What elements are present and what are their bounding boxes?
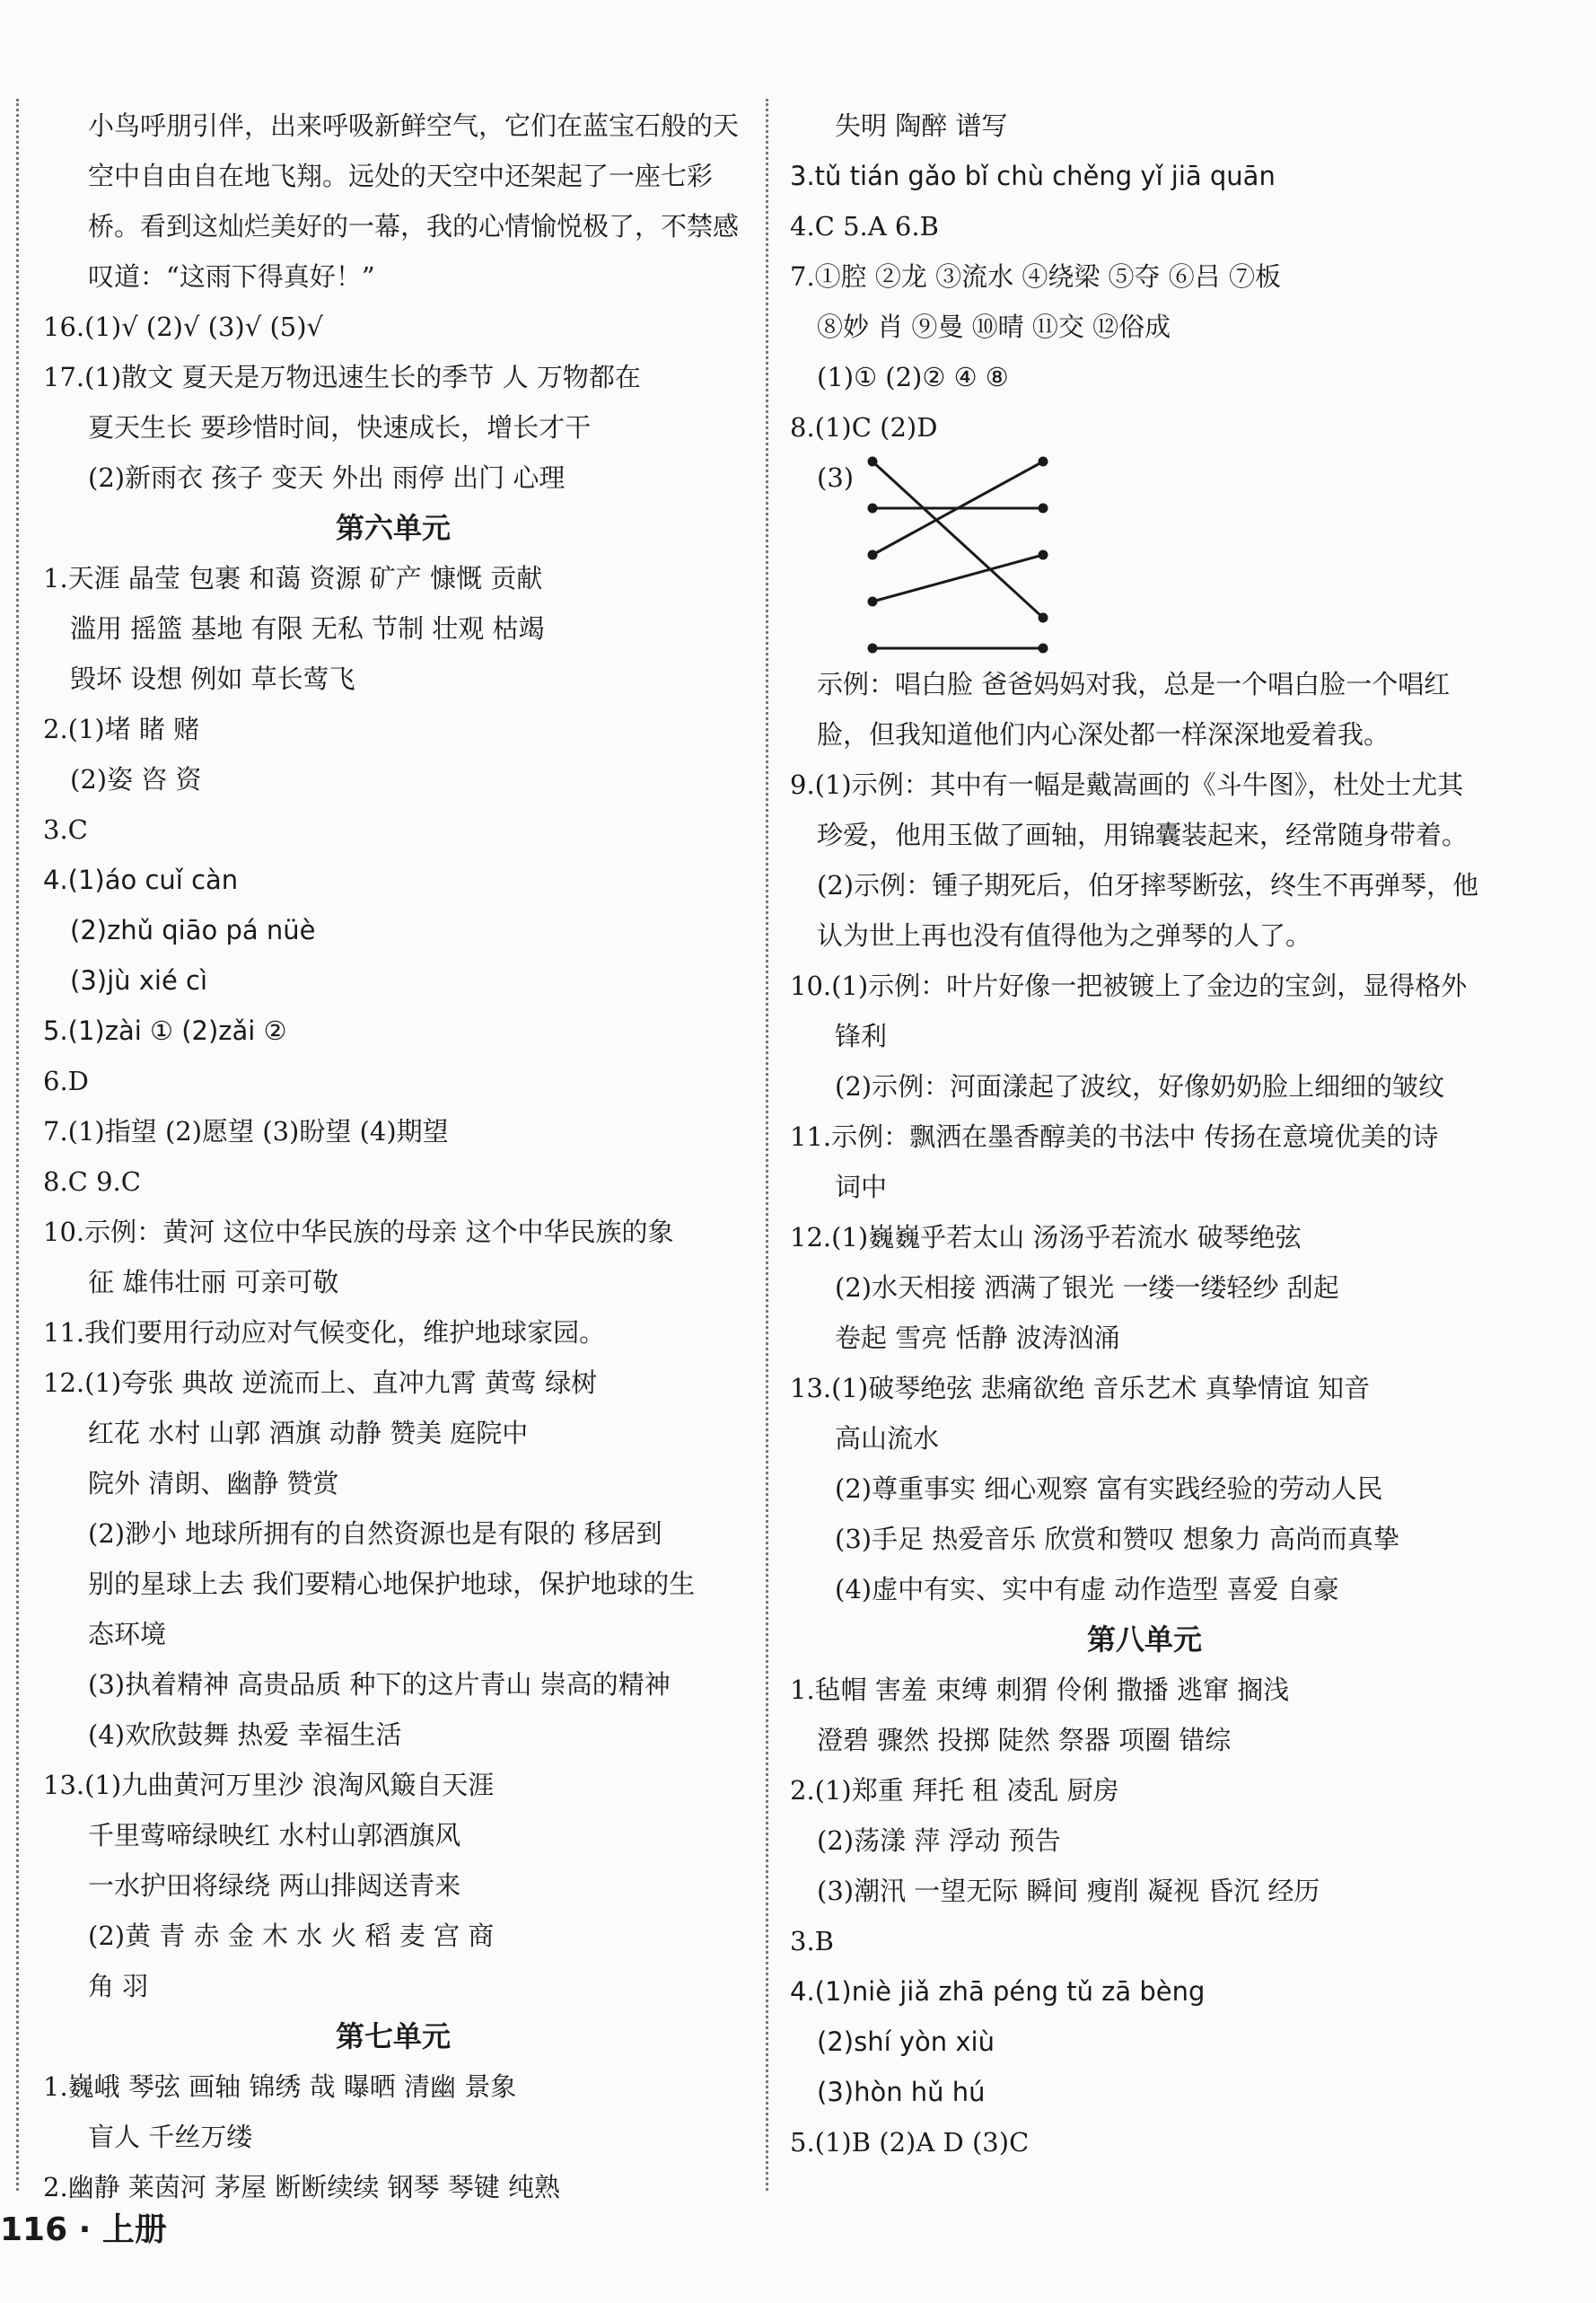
answer-line: 6.D	[43, 1066, 89, 1096]
answer-line: 毁坏 设想 例如 草长莺飞	[70, 664, 355, 694]
left-margin-divider	[16, 99, 19, 2191]
answer-line: 院外 清朗、幽静 赞赏	[88, 1468, 339, 1499]
answer-line: 5.(1)zài ① (2)zǎi ②	[43, 1015, 287, 1046]
answer-line: 征 雄伟壮丽 可亲可敬	[88, 1267, 339, 1297]
answer-line: 13.(1)破琴绝弦 悲痛欲绝 音乐艺术 真挚情谊 知音	[790, 1373, 1371, 1403]
answer-line: 11.示例：飘洒在墨香醇美的书法中 传扬在意境优美的诗	[790, 1121, 1439, 1152]
answer-line: 桥。看到这灿烂美好的一幕，我的心情愉悦极了，不禁感	[88, 211, 740, 242]
match-dot-right-3	[1039, 551, 1047, 558]
answer-line: 11.我们要用行动应对气候变化，维护地球家园。	[43, 1317, 606, 1348]
answer-line: 8.C 9.C	[43, 1166, 141, 1197]
left-column	[43, 101, 743, 2212]
answer-line: 1.巍峨 琴弦 画轴 锦绣 哉 曝晒 清幽 景象	[43, 2071, 517, 2102]
answer-line: 7.(1)指望 (2)愿望 (3)盼望 (4)期望	[43, 1116, 449, 1147]
answer-line: 卷起 雪亮 恬静 波涛汹涌	[835, 1323, 1120, 1353]
answer-line: 3.C	[43, 814, 88, 845]
answer-line: ⑧妙 肖 ⑨曼 ⑩晴 ⑪交 ⑫俗成	[817, 312, 1171, 342]
answer-line: 7.①腔 ②龙 ③流水 ④绕梁 ⑤夺 ⑥吕 ⑦板	[790, 261, 1281, 292]
answer-line: 千里莺啼绿映红 水村山郭酒旗风	[88, 1820, 461, 1850]
answer-line: 5.(1)B (2)A D (3)C	[790, 2127, 1030, 2158]
answer-line: 盲人 千丝万缕	[88, 2122, 253, 2152]
answer-line: 夏天生长 要珍惜时间，快速成长，增长才干	[88, 412, 592, 443]
answer-line: 失明 陶醉 谱写	[835, 110, 1008, 141]
matching-label: (3)	[817, 462, 855, 493]
answer-line: 2.(1)堵 睹 赌	[43, 714, 200, 744]
answer-line: (2)shí yòn xiù	[817, 2026, 995, 2057]
column-divider	[766, 99, 768, 2191]
answer-line: 16.(1)√ (2)√ (3)√ (5)√	[43, 312, 324, 342]
match-dot-left-4	[869, 598, 876, 605]
answer-line: (2)新雨衣 孩子 变天 外出 雨停 出门 心理	[88, 462, 566, 493]
unit-title: 第六单元	[335, 511, 451, 545]
right-column	[790, 101, 1499, 2167]
answer-line: (4)虚中有实、实中有虚 动作造型 喜爱 自豪	[835, 1574, 1339, 1604]
answer-line: 12.(1)夸张 典故 逆流而上、直冲九霄 黄莺 绿树	[43, 1367, 598, 1398]
answer-line: (2)示例：锺子期死后，伯牙摔琴断弦，终生不再弹琴，他	[817, 870, 1479, 901]
answer-line: 别的星球上去 我们要精心地保护地球，保护地球的生	[88, 1569, 696, 1599]
answer-line: 一水护田将绿绕 两山排闼送青来	[88, 1870, 461, 1901]
answer-line: 4.(1)niè jiǎ zhā péng tǔ zā bèng	[790, 1976, 1206, 2007]
answer-line: (3)手足 热爱音乐 欣赏和赞叹 想象力 高尚而真挚	[835, 1524, 1399, 1554]
matching-exercise	[790, 453, 1499, 659]
answer-line: 空中自由自在地飞翔。远处的天空中还架起了一座七彩	[88, 161, 714, 191]
answer-line: 红花 水村 山郭 酒旗 动静 赞美 庭院中	[88, 1418, 529, 1448]
answer-line: 珍爱，他用玉做了画轴，用锦囊装起来，经常随身带着。	[817, 820, 1469, 850]
answer-line: (2)示例：河面漾起了波纹，好像奶奶脸上细细的皱纹	[835, 1071, 1445, 1102]
answer-line: (2)zhǔ qiāo pá nüè	[70, 915, 316, 945]
match-dot-right-4	[1039, 614, 1047, 621]
answer-line: 3.B	[790, 1926, 834, 1956]
answer-line: (2)水天相接 洒满了银光 一缕一缕轻纱 刮起	[835, 1272, 1339, 1303]
answer-line: 认为世上再也没有值得他为之弹琴的人了。	[817, 920, 1312, 951]
answer-line: 10.(1)示例：叶片好像一把被镀上了金边的宝剑，显得格外	[790, 971, 1468, 1001]
answer-line: 3.tǔ tián gǎo bǐ chù chěng yǐ jiā quān	[790, 161, 1276, 191]
answer-line: (4)欢欣鼓舞 热爱 幸福生活	[88, 1719, 402, 1750]
answer-line: 锋利	[835, 1021, 888, 1051]
answer-line: (3)jù xié cì	[70, 965, 208, 996]
match-dot-right-5	[1039, 645, 1047, 652]
answer-line: (2)尊重事实 细心观察 富有实践经验的劳动人民	[835, 1473, 1383, 1504]
answer-line: 12.(1)巍巍乎若太山 汤汤乎若流水 破琴绝弦	[790, 1222, 1302, 1253]
match-dot-right-2	[1039, 505, 1047, 512]
answer-line: 1.天涯 晶莹 包裹 和蔼 资源 矿产 慷慨 贡献	[43, 563, 543, 593]
answer-line: 8.(1)C (2)D	[790, 412, 938, 443]
answer-line: 2.(1)郑重 拜托 租 凌乱 厨房	[790, 1775, 1119, 1806]
answer-line: 角 羽	[88, 1971, 149, 2001]
answer-line: 小鸟呼朋引伴，出来呼吸新鲜空气，它们在蓝宝石般的天	[88, 110, 740, 141]
answer-line: 示例：唱白脸 爸爸妈妈对我，总是一个唱白脸一个唱红	[817, 669, 1451, 699]
answer-line: 词中	[835, 1172, 888, 1202]
answer-line: 高山流水	[835, 1423, 940, 1454]
match-dot-left-5	[869, 645, 876, 652]
match-dot-left-3	[869, 551, 876, 558]
match-dot-right-1	[1039, 458, 1047, 465]
answer-line: 13.(1)九曲黄河万里沙 浪淘风簸自天涯	[43, 1770, 495, 1800]
answer-line: 脸，但我知道他们内心深处都一样深深地爱着我。	[817, 719, 1390, 750]
matching-lines-diagram	[790, 453, 1059, 659]
answer-line: 澄碧 骤然 投掷 陡然 祭器 项圈 错综	[817, 1725, 1232, 1755]
match-dot-left-1	[869, 458, 876, 465]
answer-line: 叹道：“这雨下得真好！”	[88, 261, 375, 292]
match-dot-left-2	[869, 505, 876, 512]
unit-title: 第八单元	[1086, 1622, 1202, 1657]
answer-line: 4.C 5.A 6.B	[790, 211, 939, 242]
answer-line: (2)渺小 地球所拥有的自然资源也是有限的 移居到	[88, 1518, 662, 1549]
answer-line: 2.幽静 莱茵河 茅屋 断断续续 钢琴 琴键 纯熟	[43, 2172, 560, 2202]
answer-line: (2)姿 咨 资	[70, 764, 202, 795]
answer-line: 1.毡帽 害羞 束缚 刺猬 伶俐 撒播 逃窜 搁浅	[790, 1675, 1290, 1705]
answer-line: 17.(1)散文 夏天是万物迅速生长的季节 人 万物都在	[43, 362, 641, 392]
answer-line: (2)黄 青 赤 金 木 水 火 稻 麦 宫 商	[88, 1921, 495, 1951]
answer-line: 4.(1)áo cuǐ càn	[43, 865, 239, 895]
answer-line: (1)① (2)② ④ ⑧	[817, 362, 1009, 392]
answer-line: 10.示例：黄河 这位中华民族的母亲 这个中华民族的象	[43, 1217, 674, 1247]
answer-line: (2)荡漾 萍 浮动 预告	[817, 1825, 1061, 1856]
answer-line: (3)hòn hǔ hú	[817, 2077, 986, 2107]
answer-line: 滥用 摇篮 基地 有限 无私 节制 壮观 枯竭	[70, 613, 545, 644]
answer-line: 9.(1)示例：其中有一幅是戴嵩画的《斗牛图》，杜处士尤其	[790, 769, 1464, 800]
page-footer: 116 · 上册	[0, 2211, 167, 2248]
answer-line: 态环境	[88, 1619, 167, 1649]
unit-title: 第七单元	[335, 2019, 451, 2053]
answer-line: (3)执着精神 高贵品质 种下的这片青山 崇高的精神	[88, 1669, 671, 1700]
answer-line: (3)潮汛 一望无际 瞬间 瘦削 凝视 昏沉 经历	[817, 1876, 1320, 1906]
